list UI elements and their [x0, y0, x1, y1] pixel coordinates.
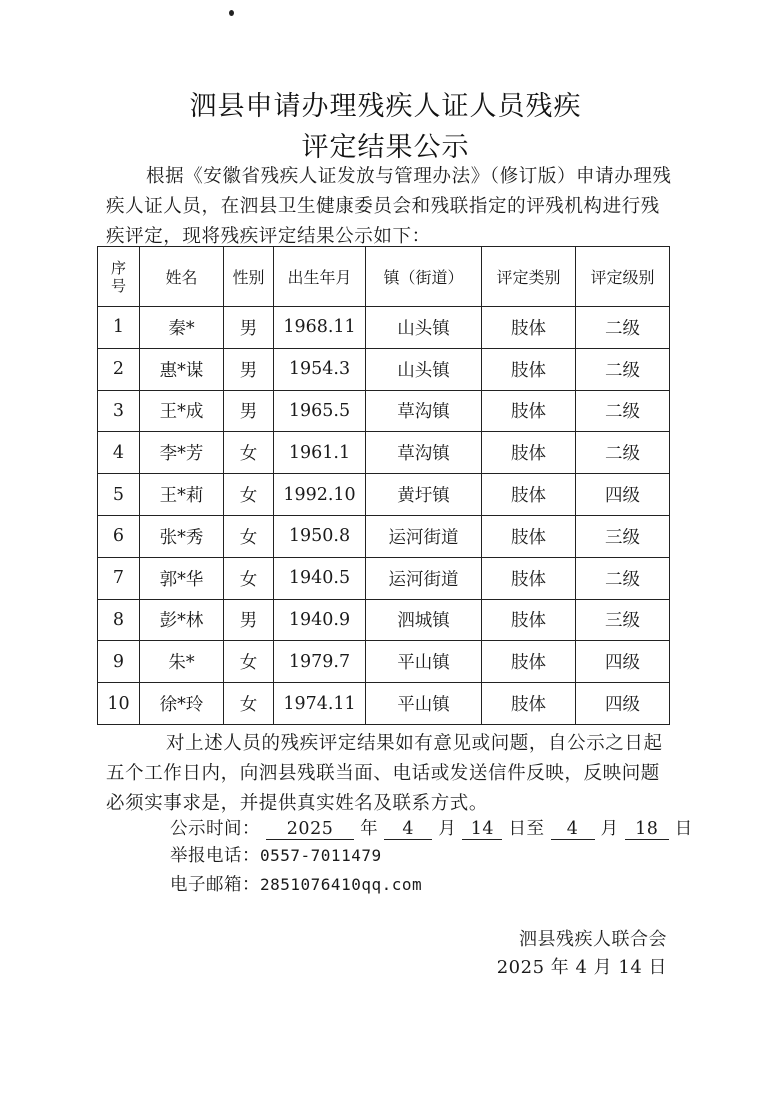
cell-seq: 1	[98, 307, 140, 349]
cell-category: 肢体	[482, 390, 576, 432]
table-row	[98, 641, 670, 683]
page-title-line1: 泗县申请办理残疾人证人员残疾	[189, 91, 582, 122]
header-name: 姓名	[140, 247, 224, 307]
cell-seq: 3	[98, 390, 140, 432]
cell-birth: 1961.1	[274, 432, 366, 474]
cell-birth: 1954.3	[274, 348, 366, 390]
cell-category: 肢体	[482, 348, 576, 390]
cell-level: 二级	[576, 557, 670, 599]
cell-category: 肢体	[482, 641, 576, 683]
notice-start-day: 14	[462, 819, 502, 840]
cell-name: 郭*华	[140, 557, 224, 599]
cell-level: 二级	[576, 307, 670, 349]
cell-gender: 男	[224, 348, 274, 390]
closing-paragraph: 对上述人员的残疾评定结果如有意见或问题，自公示之日起五个工作日内，向泗县残联当面、电话或发送信件反映，反映问题必须实事求是，并提供真实姓名及联系方式。	[106, 733, 663, 814]
cell-town: 山头镇	[366, 307, 482, 349]
cell-name: 王*莉	[140, 474, 224, 516]
header-town: 镇（街道）	[366, 247, 482, 307]
notice-start-month: 4	[384, 819, 432, 840]
cell-name: 秦*	[140, 307, 224, 349]
cell-level: 四级	[576, 683, 670, 725]
cell-town: 草沟镇	[366, 390, 482, 432]
cell-name: 徐*玲	[140, 683, 224, 725]
table-row	[98, 599, 670, 641]
cell-birth: 1968.11	[274, 307, 366, 349]
cell-seq: 8	[98, 599, 140, 641]
cell-category: 肢体	[482, 432, 576, 474]
results-table	[97, 246, 670, 725]
page-title-line2: 评定结果公示	[301, 132, 470, 163]
cell-gender: 女	[224, 432, 274, 474]
cell-category: 肢体	[482, 474, 576, 516]
cell-seq: 6	[98, 515, 140, 557]
cell-birth: 1940.5	[274, 557, 366, 599]
cell-gender: 女	[224, 683, 274, 725]
table-body	[98, 307, 670, 725]
notice-month-unit-2: 月	[600, 819, 619, 839]
notice-day-unit: 日	[674, 819, 693, 839]
notice-to: 日至	[508, 819, 545, 839]
cell-birth: 1979.7	[274, 641, 366, 683]
cell-level: 四级	[576, 474, 670, 516]
cell-category: 肢体	[482, 683, 576, 725]
cell-seq: 9	[98, 641, 140, 683]
cell-birth: 1940.9	[274, 599, 366, 641]
email-value: 2851076410qq.com	[260, 875, 423, 894]
phone-value: 0557-7011479	[260, 846, 382, 865]
notice-end-day: 18	[625, 819, 669, 840]
cell-birth: 1992.10	[274, 474, 366, 516]
table-row	[98, 683, 670, 725]
cell-seq: 5	[98, 474, 140, 516]
scan-speck	[229, 10, 234, 16]
notice-year: 2025	[266, 819, 354, 840]
cell-gender: 男	[224, 390, 274, 432]
header-level: 评定级别	[576, 247, 670, 307]
cell-name: 李*芳	[140, 432, 224, 474]
table-header-row	[98, 247, 670, 307]
cell-name: 张*秀	[140, 515, 224, 557]
table-row	[98, 390, 670, 432]
signature-org: 泗县残疾人联合会	[519, 929, 667, 950]
cell-category: 肢体	[482, 599, 576, 641]
notice-year-unit: 年	[360, 819, 379, 839]
email-label: 电子邮箱：	[170, 875, 260, 895]
cell-name: 王*成	[140, 390, 224, 432]
table-row	[98, 307, 670, 349]
signature-date: 2025 年 4 月 14 日	[496, 957, 667, 978]
cell-gender: 女	[224, 515, 274, 557]
table-row	[98, 474, 670, 516]
cell-level: 四级	[576, 641, 670, 683]
table-row	[98, 557, 670, 599]
header-seq	[98, 247, 140, 307]
cell-name: 惠*谋	[140, 348, 224, 390]
cell-seq: 10	[98, 683, 140, 725]
cell-gender: 女	[224, 474, 274, 516]
report-email	[170, 871, 422, 896]
cell-seq: 4	[98, 432, 140, 474]
cell-gender: 男	[224, 599, 274, 641]
report-phone	[170, 842, 382, 867]
cell-birth: 1965.5	[274, 390, 366, 432]
cell-gender: 女	[224, 641, 274, 683]
cell-town: 平山镇	[366, 641, 482, 683]
cell-level: 二级	[576, 432, 670, 474]
cell-gender: 男	[224, 307, 274, 349]
cell-level: 二级	[576, 390, 670, 432]
cell-town: 运河街道	[366, 557, 482, 599]
header-seq-bottom: 号	[110, 276, 126, 295]
table-row	[98, 348, 670, 390]
cell-name: 朱*	[140, 641, 224, 683]
cell-town: 泗城镇	[366, 599, 482, 641]
cell-town: 运河街道	[366, 515, 482, 557]
cell-category: 肢体	[482, 515, 576, 557]
cell-town: 黄圩镇	[366, 474, 482, 516]
notice-end-month: 4	[551, 819, 595, 840]
cell-seq: 7	[98, 557, 140, 599]
table-row	[98, 515, 670, 557]
cell-town: 平山镇	[366, 683, 482, 725]
cell-town: 草沟镇	[366, 432, 482, 474]
cell-town: 山头镇	[366, 348, 482, 390]
cell-seq: 2	[98, 348, 140, 390]
notice-period-label: 公示时间：	[170, 819, 260, 839]
cell-birth: 1974.11	[274, 683, 366, 725]
header-gender: 性别	[224, 247, 274, 307]
cell-category: 肢体	[482, 557, 576, 599]
cell-level: 二级	[576, 348, 670, 390]
header-category: 评定类别	[482, 247, 576, 307]
cell-category: 肢体	[482, 307, 576, 349]
cell-gender: 女	[224, 557, 274, 599]
header-birth: 出生年月	[274, 247, 366, 307]
cell-level: 三级	[576, 599, 670, 641]
cell-name: 彭*林	[140, 599, 224, 641]
intro-paragraph: 根据《安徽省残疾人证发放与管理办法》（修订版）申请办理残疾人证人员，在泗县卫生健康委员会和残联指定的评残机构进行残疾评定，现将残疾评定结果公示如下：	[106, 166, 672, 247]
phone-label: 举报电话：	[170, 846, 260, 866]
cell-birth: 1950.8	[274, 515, 366, 557]
cell-level: 三级	[576, 515, 670, 557]
header-seq-top: 序	[110, 258, 126, 277]
notice-period	[170, 815, 693, 840]
table-row	[98, 432, 670, 474]
notice-month-unit: 月	[438, 819, 457, 839]
